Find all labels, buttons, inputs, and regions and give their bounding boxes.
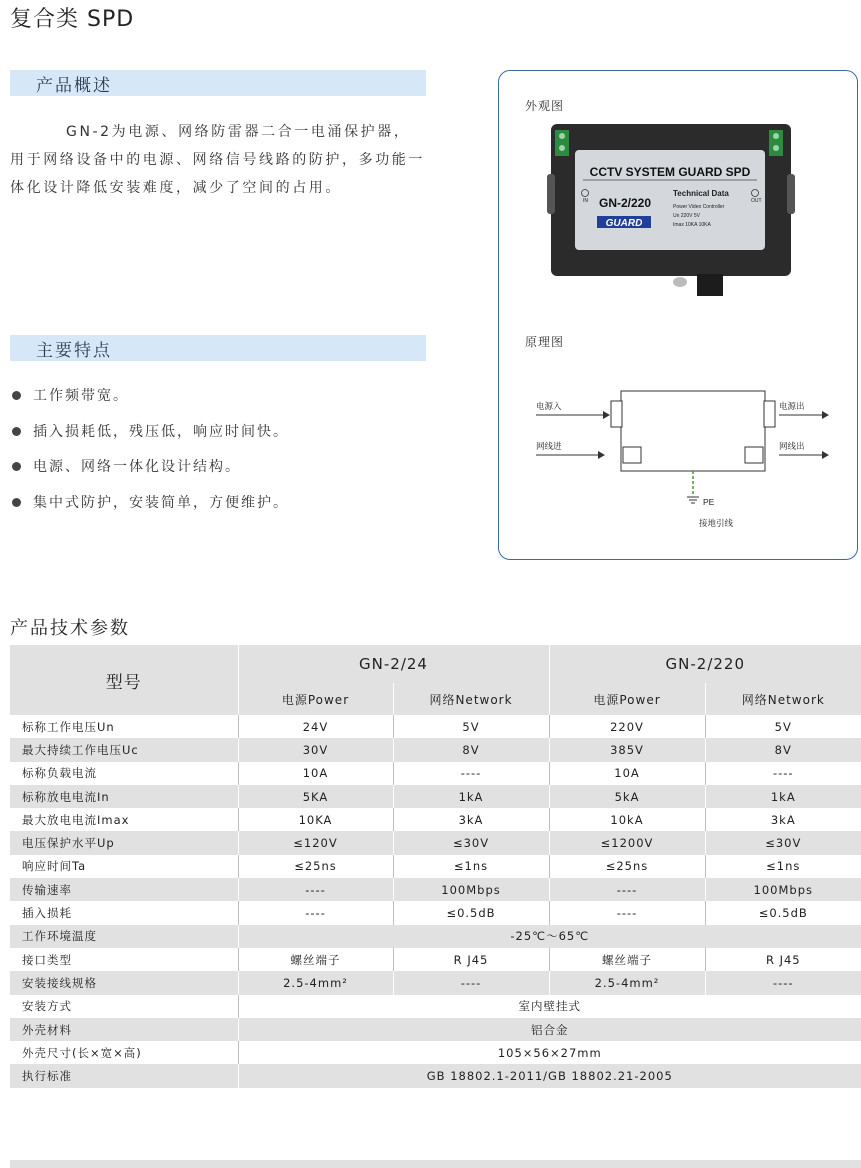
row-label: 最大放电电流Imax [10, 808, 238, 831]
tech-data-line: Imax 10KA 10KA [673, 222, 711, 228]
spd-box [621, 391, 765, 471]
network-input-port [623, 447, 641, 463]
device-model: GN-2/220 [599, 196, 652, 210]
device-photo [539, 116, 804, 306]
table-cell: ---- [549, 878, 705, 901]
footer-bar [10, 1160, 861, 1168]
table-row [10, 738, 861, 761]
table-cell: 2.5-4mm² [238, 971, 393, 994]
guard-logo-text: GUARD [605, 218, 643, 229]
table-cell: ---- [393, 762, 549, 785]
row-label: 安装方式 [10, 995, 238, 1018]
table-cell: ---- [393, 971, 549, 994]
overview-paragraph: GN-2为电源、网络防雷器二合一电涌保护器，用于网络设备中的电源、网络信号线路的防护，多功能一体化设计降低安装难度，减少了空间的占用。 [10, 124, 425, 196]
table-cell: 10A [549, 762, 705, 785]
table-cell: 2.5-4mm² [549, 971, 705, 994]
row-label: 执行标准 [10, 1064, 238, 1087]
table-row [10, 878, 861, 901]
table-cell: ≤30V [393, 831, 549, 854]
table-cell: 5kA [549, 785, 705, 808]
table-cell: 5V [705, 715, 861, 738]
row-label: 标称工作电压Un [10, 715, 238, 738]
overview-text [10, 118, 426, 202]
features-list [10, 384, 289, 526]
in-label: IN [583, 198, 588, 204]
table-cell: ≤1200V [549, 831, 705, 854]
table-cell: R J45 [705, 948, 861, 971]
table-row [10, 855, 861, 878]
product-figure-panel [498, 70, 858, 560]
table-cell: ---- [238, 878, 393, 901]
tech-data-line: Power Video Controller [673, 204, 725, 210]
table-row [10, 715, 861, 738]
table-cell: 30V [238, 738, 393, 761]
table-row [10, 785, 861, 808]
column-subheader: 电源Power [549, 683, 705, 715]
power-out-label: 电源出 [779, 401, 805, 411]
feature-item: 插入损耗低，残压低，响应时间快。 [10, 420, 289, 456]
network-out-label: 网线出 [779, 441, 805, 451]
features-heading-bar [10, 335, 426, 361]
arrow-icon [822, 411, 829, 419]
table-cell: 螺丝端子 [238, 948, 393, 971]
table-cell: 螺丝端子 [549, 948, 705, 971]
column-subheader: 网络Network [705, 683, 861, 715]
mounting-bracket-left [547, 174, 555, 214]
row-label: 传输速率 [10, 878, 238, 901]
table-row [10, 1041, 861, 1064]
power-input-terminal [611, 401, 622, 427]
power-output-terminal [764, 401, 775, 427]
device-title: CCTV SYSTEM GUARD SPD [589, 165, 751, 179]
row-label: 电压保护水平Up [10, 831, 238, 854]
pe-label: PE [703, 497, 715, 507]
table-cell: ≤25ns [549, 855, 705, 878]
table-cell: 10A [238, 762, 393, 785]
out-label: OUT [751, 198, 762, 204]
row-label: 标称放电电流In [10, 785, 238, 808]
row-label: 接口类型 [10, 948, 238, 971]
row-label: 最大持续工作电压Uc [10, 738, 238, 761]
rj45-port [697, 274, 723, 296]
table-row [10, 1018, 861, 1041]
tech-data-title: Technical Data [673, 189, 729, 198]
network-in-label: 网线进 [536, 441, 562, 451]
table-cell: 10KA [238, 808, 393, 831]
overview-heading: 产品概述 [36, 76, 112, 96]
arrow-icon [822, 451, 829, 459]
row-label: 标称负载电流 [10, 762, 238, 785]
table-cell: ≤30V [705, 831, 861, 854]
table-row [10, 901, 861, 924]
table-cell: ≤25ns [238, 855, 393, 878]
network-output-port [745, 447, 763, 463]
row-label: 工作环境温度 [10, 925, 238, 948]
table-cell: GB 18802.1-2011/GB 18802.21-2005 [238, 1064, 861, 1087]
column-subheader: 电源Power [238, 683, 393, 715]
model-header: 型号 [10, 645, 238, 715]
table-cell: 室内壁挂式 [238, 995, 861, 1018]
table-cell: ≤1ns [393, 855, 549, 878]
table-row [10, 971, 861, 994]
table-cell: 24V [238, 715, 393, 738]
row-label: 外壳材料 [10, 1018, 238, 1041]
row-label: 插入损耗 [10, 901, 238, 924]
page-title: 复合类 SPD [10, 7, 135, 32]
power-in-label: 电源入 [536, 401, 562, 411]
table-cell: 100Mbps [393, 878, 549, 901]
table-cell: ---- [238, 901, 393, 924]
appearance-label: 外观图 [525, 99, 565, 113]
table-cell: R J45 [393, 948, 549, 971]
table-cell: ≤0.5dB [705, 901, 861, 924]
feature-item: 集中式防护，安装简单，方便维护。 [10, 491, 289, 527]
table-cell: 5V [393, 715, 549, 738]
table-row [10, 808, 861, 831]
feature-item: 电源、网络一体化设计结构。 [10, 455, 289, 491]
table-cell: 8V [393, 738, 549, 761]
row-label: 安装接线规格 [10, 971, 238, 994]
table-cell: 5KA [238, 785, 393, 808]
table-cell: 3kA [705, 808, 861, 831]
row-label: 响应时间Ta [10, 855, 238, 878]
table-cell: ≤1ns [705, 855, 861, 878]
ground-screw [673, 277, 687, 287]
model-group-header: GN-2/220 [549, 645, 861, 683]
table-cell: ≤0.5dB [393, 901, 549, 924]
arrow-icon [603, 411, 610, 419]
spec-table [10, 645, 861, 1088]
table-row [10, 1064, 861, 1087]
table-cell: 1kA [705, 785, 861, 808]
table-row [10, 831, 861, 854]
table-cell: 220V [549, 715, 705, 738]
schematic-label: 原理图 [525, 335, 565, 349]
table-header-row [10, 645, 861, 683]
spec-title: 产品技术参数 [10, 618, 130, 639]
table-cell: 3kA [393, 808, 549, 831]
arrow-icon [598, 451, 605, 459]
ground-lead-label: 接地引线 [699, 518, 734, 528]
table-cell: 385V [549, 738, 705, 761]
table-cell: 105×56×27mm [238, 1041, 861, 1064]
table-row [10, 762, 861, 785]
model-group-header: GN-2/24 [238, 645, 549, 683]
table-cell: ---- [705, 762, 861, 785]
features-heading: 主要特点 [36, 341, 112, 361]
table-cell: 1kA [393, 785, 549, 808]
schematic-diagram [499, 371, 859, 541]
table-cell: 100Mbps [705, 878, 861, 901]
table-cell: 10kA [549, 808, 705, 831]
table-cell: -25℃～65℃ [238, 925, 861, 948]
table-cell: 铝合金 [238, 1018, 861, 1041]
table-cell: ---- [705, 971, 861, 994]
feature-item: 工作频带宽。 [10, 384, 289, 420]
overview-heading-bar [10, 70, 426, 96]
tech-data-line: Un 220V 5V [673, 213, 700, 219]
table-cell: 8V [705, 738, 861, 761]
table-cell: ≤120V [238, 831, 393, 854]
row-label: 外壳尺寸(长×宽×高) [10, 1041, 238, 1064]
column-subheader: 网络Network [393, 683, 549, 715]
mounting-bracket-right [787, 174, 795, 214]
table-cell: ---- [549, 901, 705, 924]
table-row [10, 948, 861, 971]
table-row [10, 995, 861, 1018]
table-row [10, 925, 861, 948]
